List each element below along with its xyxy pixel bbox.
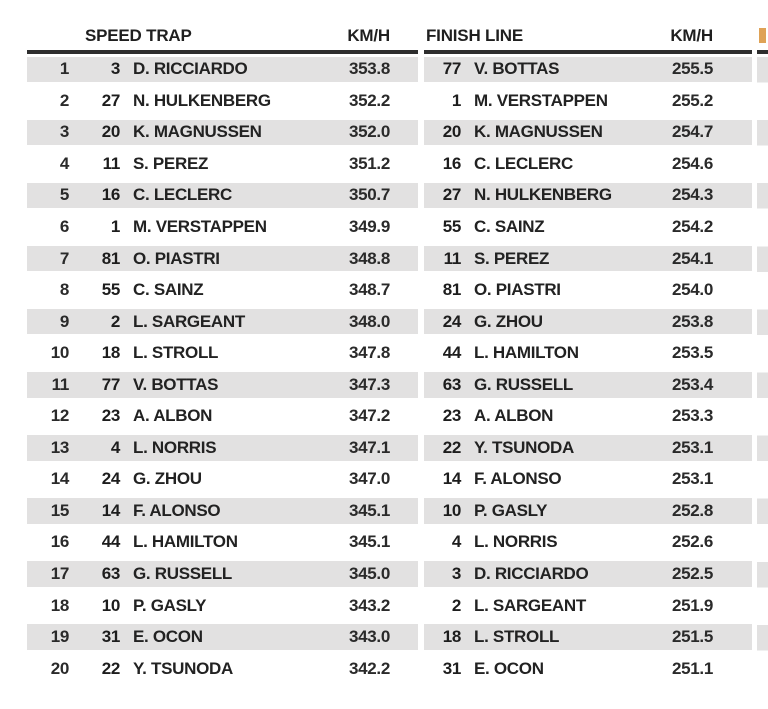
driver-cell: G. ZHOU [474, 311, 543, 331]
driver-cell: L. STROLL [474, 627, 560, 647]
speed-cell: 253.4 [671, 374, 713, 394]
driver-cell: K. MAGNUSSEN [474, 122, 603, 142]
car-number-cell: 3 [110, 59, 120, 79]
driver-cell: L. NORRIS [474, 532, 558, 552]
rank-cell: 4 [59, 153, 69, 173]
table-row [27, 85, 418, 117]
rank-cell: 12 [50, 406, 69, 426]
table-row [424, 180, 752, 212]
car-number-cell: 16 [442, 153, 461, 173]
speed-trap-table [27, 25, 418, 684]
rank-cell: 17 [50, 564, 69, 584]
speed-cell: 353.8 [348, 59, 390, 79]
speed-cell: 254.1 [671, 248, 713, 268]
speed-cell: 352.0 [348, 122, 390, 142]
table-row [424, 211, 752, 243]
table-row [424, 464, 752, 496]
car-number-cell: 81 [101, 248, 120, 268]
speed-cell: 254.3 [671, 185, 713, 205]
driver-cell: Y. TSUNODA [133, 658, 233, 678]
rank-cell: 18 [50, 595, 69, 615]
cropped-orange-header-fragment [759, 28, 766, 43]
speed-cell: 255.5 [671, 59, 713, 79]
speed-cell: 254.0 [671, 280, 713, 300]
speed-cell: 351.2 [348, 153, 390, 173]
car-number-cell: 4 [451, 532, 461, 552]
car-number-cell: 20 [442, 122, 461, 142]
speed-trap-title: SPEED TRAP [85, 26, 192, 45]
speed-cell: 350.7 [348, 185, 390, 205]
driver-cell: V. BOTTAS [474, 59, 560, 79]
car-number-cell: 14 [442, 469, 461, 489]
rank-cell: 11 [51, 374, 69, 394]
table-row [27, 369, 418, 401]
table-row [424, 621, 752, 653]
speed-cell: 347.1 [348, 437, 390, 457]
driver-cell: D. RICCIARDO [474, 564, 589, 584]
driver-cell: F. ALONSO [474, 469, 562, 489]
driver-cell: S. PEREZ [474, 248, 550, 268]
car-number-cell: 31 [101, 627, 120, 647]
car-number-cell: 2 [110, 311, 120, 331]
rank-cell: 2 [59, 90, 69, 110]
driver-cell: L. SARGEANT [474, 595, 586, 615]
speed-cell: 345.1 [348, 532, 390, 552]
speed-cell: 253.1 [671, 469, 713, 489]
finish-line-body [424, 54, 752, 685]
car-number-cell: 18 [442, 627, 461, 647]
driver-cell: V. BOTTAS [133, 374, 219, 394]
table-row [27, 243, 418, 275]
table-row [27, 337, 418, 369]
table-row [27, 432, 418, 464]
table-row [27, 274, 418, 306]
table-row [27, 211, 418, 243]
table-row [424, 117, 752, 149]
finish-line-header [424, 25, 752, 50]
car-number-cell: 24 [442, 311, 461, 331]
table-row [27, 306, 418, 338]
rank-cell: 5 [59, 185, 69, 205]
car-number-cell: 22 [101, 658, 120, 678]
car-number-cell: 63 [101, 564, 120, 584]
car-number-cell: 11 [443, 248, 461, 268]
driver-cell: C. SAINZ [474, 217, 545, 236]
table-row [424, 274, 752, 306]
speed-cell: 348.7 [348, 280, 390, 300]
cropped-table-row-bands [757, 54, 768, 685]
table-row [424, 495, 752, 527]
driver-cell: M. VERSTAPPEN [474, 90, 608, 110]
car-number-cell: 27 [101, 90, 120, 110]
driver-cell: G. ZHOU [133, 469, 202, 489]
table-row [27, 621, 418, 653]
car-number-cell: 24 [101, 469, 120, 489]
table-row [27, 148, 418, 180]
driver-cell: O. PIASTRI [474, 280, 561, 300]
speed-cell: 345.0 [348, 564, 390, 584]
car-number-cell: 77 [442, 59, 461, 79]
rank-cell: 13 [50, 437, 69, 457]
rank-cell: 10 [50, 343, 69, 363]
speed-cell: 352.2 [348, 90, 390, 110]
driver-cell: K. MAGNUSSEN [133, 122, 262, 142]
speed-cell: 348.8 [348, 248, 390, 268]
car-number-cell: 81 [442, 280, 461, 300]
car-number-cell: 23 [101, 406, 120, 426]
speed-cell: 252.8 [671, 500, 713, 520]
speed-cell: 255.2 [671, 90, 713, 110]
table-row [27, 464, 418, 496]
table-row [424, 337, 752, 369]
speed-cell: 254.7 [671, 122, 713, 142]
driver-cell: P. GASLY [474, 500, 548, 520]
driver-cell: C. LECLERC [133, 185, 233, 205]
driver-cell: A. ALBON [133, 406, 213, 426]
car-number-cell: 2 [451, 595, 461, 615]
table-row [424, 369, 752, 401]
speed-cell: 253.5 [671, 343, 713, 363]
driver-cell: G. RUSSELL [474, 374, 574, 394]
rank-cell: 3 [59, 122, 69, 142]
driver-cell: L. NORRIS [133, 437, 217, 457]
rank-cell: 7 [59, 248, 69, 268]
table-row [424, 54, 752, 86]
driver-cell: L. STROLL [133, 343, 219, 363]
table-row [27, 495, 418, 527]
driver-cell: M. VERSTAPPEN [133, 217, 267, 236]
car-number-cell: 1 [110, 217, 120, 236]
table-row [27, 527, 418, 559]
speed-cell: 253.1 [671, 437, 713, 457]
rank-cell: 16 [50, 532, 69, 552]
driver-cell: L. HAMILTON [474, 343, 579, 363]
rank-cell: 8 [59, 280, 69, 300]
table-row [424, 148, 752, 180]
speed-cell: 342.2 [348, 658, 390, 678]
speed-cell: 251.1 [671, 658, 713, 678]
driver-cell: C. LECLERC [474, 153, 574, 173]
speed-trap-header [27, 25, 418, 50]
table-row [27, 117, 418, 149]
car-number-cell: 27 [442, 185, 461, 205]
rank-cell: 9 [59, 311, 69, 331]
car-number-cell: 44 [442, 343, 461, 363]
speed-cell: 343.2 [348, 595, 390, 615]
car-number-cell: 77 [101, 374, 120, 394]
speed-cell: 254.2 [671, 217, 713, 236]
driver-cell: S. PEREZ [133, 153, 209, 173]
table-row [424, 590, 752, 622]
speed-cell: 253.8 [671, 311, 713, 331]
table-row [27, 653, 418, 685]
driver-cell: P. GASLY [133, 595, 207, 615]
speed-cell: 347.8 [348, 343, 390, 363]
car-number-cell: 11 [102, 153, 120, 173]
driver-cell: L. SARGEANT [133, 311, 245, 331]
car-number-cell: 55 [101, 280, 120, 300]
driver-cell: C. SAINZ [133, 280, 204, 300]
speed-cell: 347.2 [348, 406, 390, 426]
table-row [27, 180, 418, 212]
speed-cell: 348.0 [348, 311, 390, 331]
table-row [27, 401, 418, 433]
car-number-cell: 10 [442, 500, 461, 520]
cropped-third-table [757, 25, 768, 685]
speed-trap-body [27, 54, 418, 685]
car-number-cell: 4 [110, 437, 120, 457]
speed-cell: 254.6 [671, 153, 713, 173]
speed-cell: 253.3 [671, 406, 713, 426]
table-row [424, 653, 752, 685]
car-number-cell: 20 [101, 122, 120, 142]
rank-cell: 14 [50, 469, 69, 489]
speed-cell: 252.6 [671, 532, 713, 552]
finish-line-unit-label: KM/H [670, 26, 713, 45]
car-number-cell: 14 [101, 500, 120, 520]
car-number-cell: 31 [442, 658, 461, 678]
car-number-cell: 23 [442, 406, 461, 426]
cropped-table-header [757, 25, 768, 50]
table-row [424, 306, 752, 338]
driver-cell: G. RUSSELL [133, 564, 233, 584]
speed-cell: 349.9 [348, 217, 390, 236]
speed-cell: 347.0 [348, 469, 390, 489]
driver-cell: E. OCON [133, 627, 203, 647]
table-row [424, 243, 752, 275]
rank-cell: 6 [59, 217, 69, 236]
car-number-cell: 3 [451, 564, 461, 584]
driver-cell: O. PIASTRI [133, 248, 220, 268]
car-number-cell: 55 [442, 217, 461, 236]
driver-cell: Y. TSUNODA [474, 437, 574, 457]
driver-cell: A. ALBON [474, 406, 554, 426]
table-row [27, 558, 418, 590]
table-row [27, 590, 418, 622]
finish-line-table [424, 25, 752, 684]
speed-cell: 252.5 [671, 564, 713, 584]
driver-cell: F. ALONSO [133, 500, 221, 520]
speed-cell: 251.5 [671, 627, 713, 647]
rank-cell: 1 [59, 59, 69, 79]
speed-cell: 345.1 [348, 500, 390, 520]
car-number-cell: 44 [101, 532, 120, 552]
table-row [424, 85, 752, 117]
driver-cell: E. OCON [474, 658, 544, 678]
car-number-cell: 63 [442, 374, 461, 394]
car-number-cell: 10 [101, 595, 120, 615]
rank-cell: 19 [50, 627, 69, 647]
table-row [424, 401, 752, 433]
speed-cell: 347.3 [348, 374, 390, 394]
driver-cell: D. RICCIARDO [133, 59, 248, 79]
driver-cell: L. HAMILTON [133, 532, 238, 552]
driver-cell: N. HULKENBERG [133, 90, 271, 110]
table-row [424, 432, 752, 464]
car-number-cell: 22 [442, 437, 461, 457]
rank-cell: 15 [50, 500, 69, 520]
speed-cell: 343.0 [348, 627, 390, 647]
driver-cell: N. HULKENBERG [474, 185, 612, 205]
rank-cell: 20 [50, 658, 69, 678]
car-number-cell: 16 [101, 185, 120, 205]
speed-cell: 251.9 [671, 595, 713, 615]
speed-trap-unit-label: KM/H [347, 26, 390, 45]
table-row [424, 558, 752, 590]
table-row [424, 527, 752, 559]
car-number-cell: 1 [451, 90, 461, 110]
car-number-cell: 18 [101, 343, 120, 363]
finish-line-title: FINISH LINE [426, 26, 523, 45]
table-row [27, 54, 418, 86]
